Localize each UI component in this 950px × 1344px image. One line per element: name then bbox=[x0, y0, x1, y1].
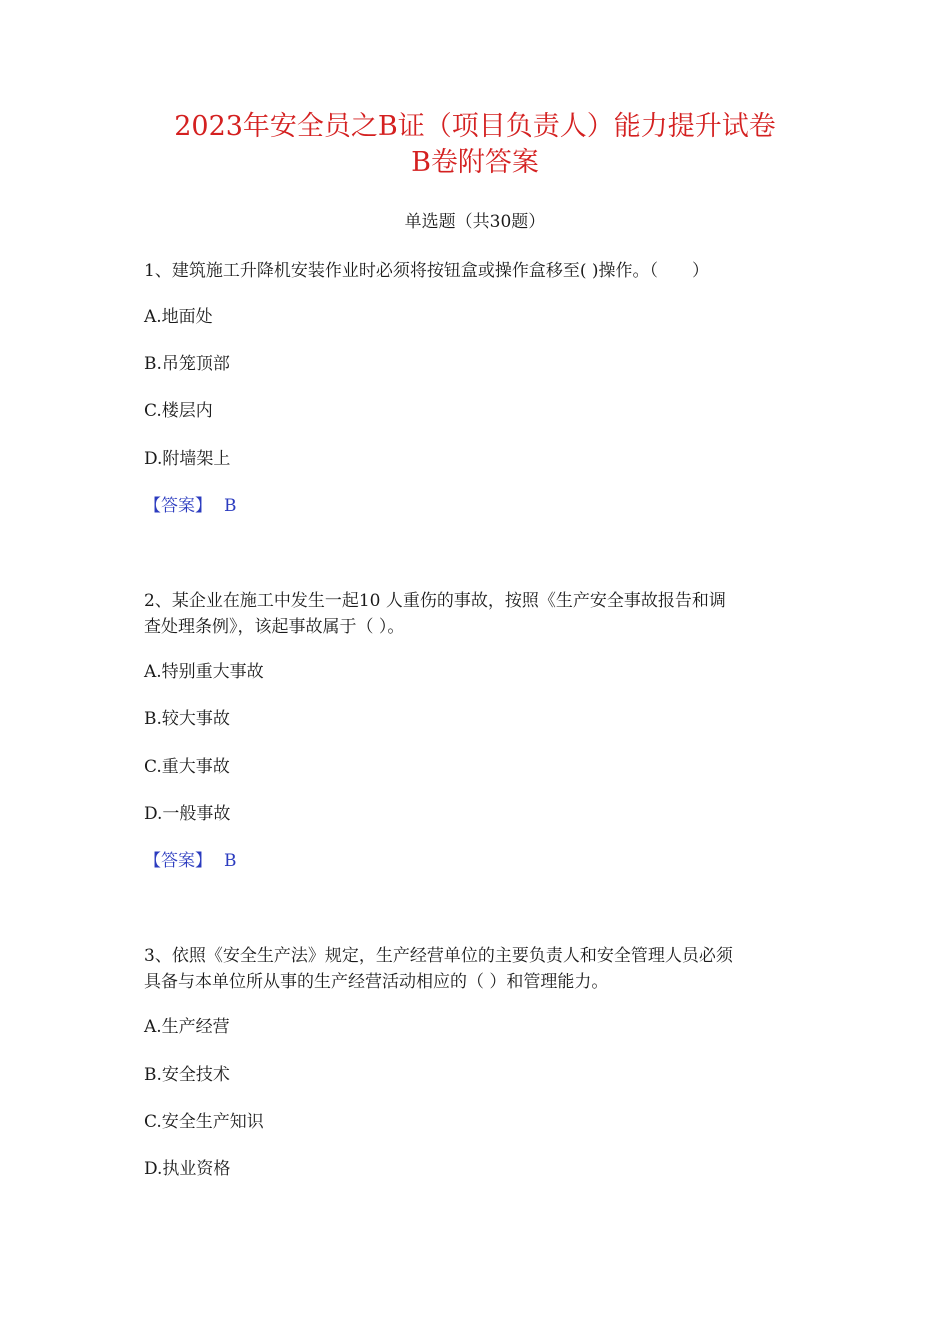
question-2-text-line-2: 查处理条例》，该起事故属于（ ）。 bbox=[144, 617, 405, 637]
document-title-line-2: B卷附答案 bbox=[411, 147, 539, 178]
question-2-text-line-1: 2、某企业在施工中发生一起10 人重伤的事故，按照《生产安全事故报告和调 bbox=[144, 591, 726, 611]
question-1-option-a: A.地面处 bbox=[144, 307, 213, 327]
answer-label: 【答案】 bbox=[144, 851, 212, 871]
section-heading: 单选题（共30题） bbox=[404, 212, 546, 232]
question-2-option-b: B.较大事故 bbox=[144, 709, 230, 729]
document-title-line-1: 2023年安全员之B证（项目负责人）能力提升试卷 bbox=[174, 111, 776, 142]
question-1-text: 1、建筑施工升降机安装作业时必须将按钮盒或操作盒移至( )操作。（ ） bbox=[144, 261, 709, 281]
question-2-option-d: D.一般事故 bbox=[144, 804, 231, 824]
question-3-option-d: D.执业资格 bbox=[144, 1159, 231, 1179]
question-3-option-c: C.安全生产知识 bbox=[144, 1112, 264, 1132]
question-3-option-a: A.生产经营 bbox=[144, 1017, 230, 1037]
question-1-answer bbox=[144, 494, 237, 518]
question-2-option-c: C.重大事故 bbox=[144, 757, 230, 777]
question-1-option-d: D.附墙架上 bbox=[144, 449, 231, 469]
answer-value: B bbox=[224, 851, 237, 871]
question-3-text-line-2: 具备与本单位所从事的生产经营活动相应的（ ）和管理能力。 bbox=[144, 972, 609, 992]
question-1-option-c: C.楼层内 bbox=[144, 401, 213, 421]
question-3-text-line-1: 3、依照《安全生产法》规定，生产经营单位的主要负责人和安全管理人员必须 bbox=[144, 946, 733, 966]
question-2-answer bbox=[144, 849, 237, 873]
question-1-option-b: B.吊笼顶部 bbox=[144, 354, 230, 374]
question-2-option-a: A.特别重大事故 bbox=[144, 662, 264, 682]
answer-label: 【答案】 bbox=[144, 496, 212, 516]
question-3-option-b: B.安全技术 bbox=[144, 1065, 230, 1085]
answer-value: B bbox=[224, 496, 237, 516]
